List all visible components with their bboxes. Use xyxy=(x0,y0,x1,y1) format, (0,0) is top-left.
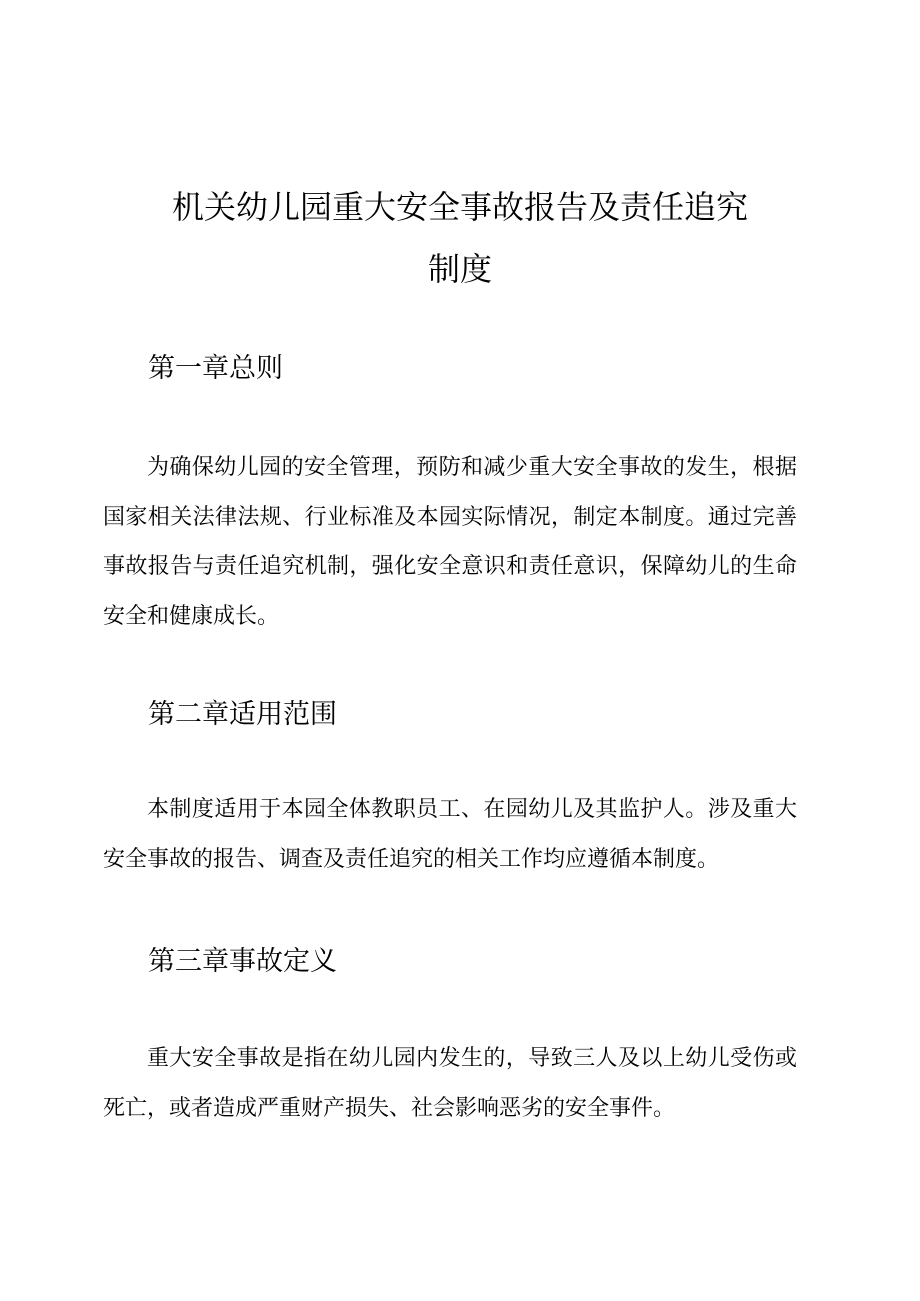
section-heading-general: 第一章总则 xyxy=(148,353,283,384)
section-heading-definition: 第三章事故定义 xyxy=(148,946,337,977)
document-title xyxy=(103,176,817,300)
section-body-scope: 本制度适用于本园全体教职员工、在园幼儿及其监护人。涉及重大安全事故的报告、调查及责任追究的相关工作均应遵循本制度。 xyxy=(103,797,797,872)
document-title-line-2: 制度 xyxy=(427,250,492,288)
section-heading-scope: 第二章适用范围 xyxy=(148,699,337,730)
section-body-definition: 重大安全事故是指在幼儿园内发生的，导致三人及以上幼儿受伤或死亡，或者造成严重财产损失、社会影响恶劣的安全事件。 xyxy=(103,1046,797,1121)
section-body-general: 为确保幼儿园的安全管理，预防和减少重大安全事故的发生，根据国家相关法律法规、行业标准及本园实际情况，制定本制度。通过完善事故报告与责任追究机制，强化安全意识和责任意识，保障幼儿的生命安全和健康成长。 xyxy=(103,455,797,629)
document-title-line-1: 机关幼儿园重大安全事故报告及责任追究 xyxy=(171,188,748,226)
